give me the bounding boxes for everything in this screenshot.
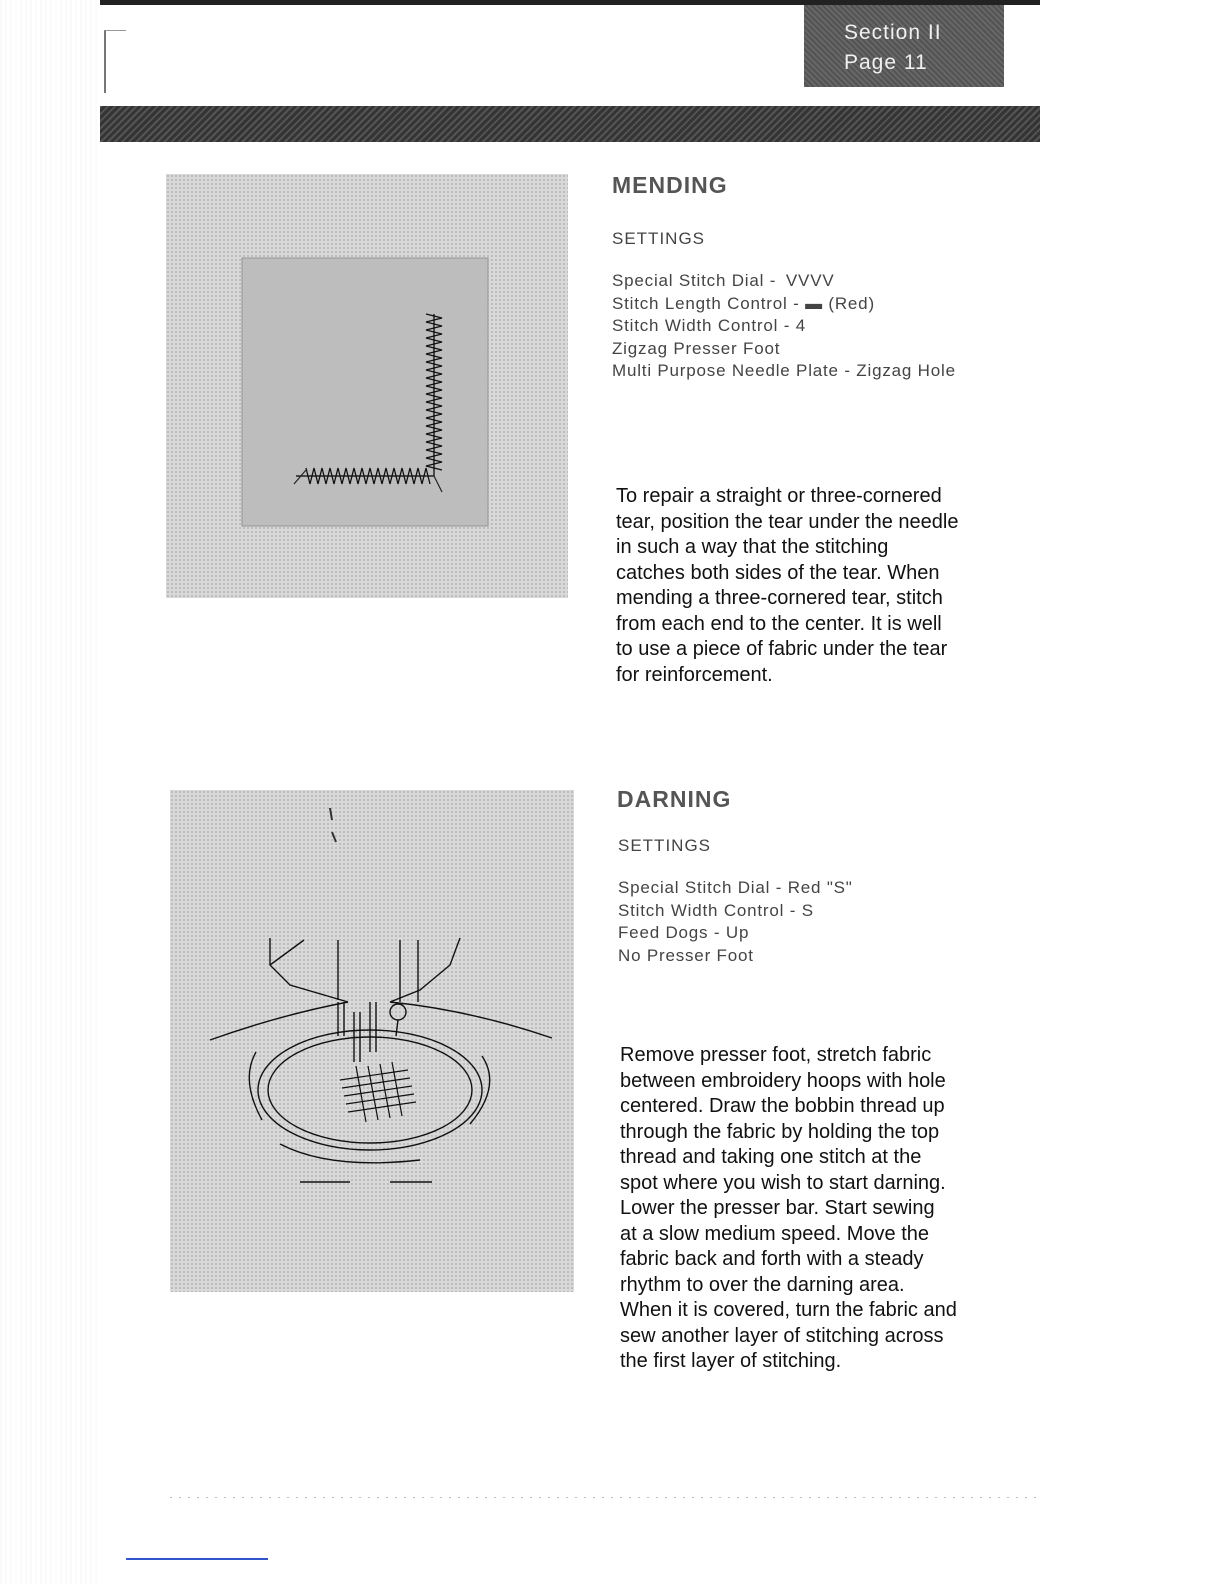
fabric-swatch: [242, 258, 488, 526]
mending-settings-list: [612, 270, 956, 383]
mending-setting: Special Stitch Dial - VVVV: [612, 271, 835, 290]
body-line: Lower the presser bar. Start sewing: [620, 1197, 935, 1219]
machine-head: [270, 940, 418, 1002]
body-line: When it is covered, turn the fabric and: [620, 1299, 957, 1321]
mending-illustration: [166, 174, 568, 598]
body-line: mending a three-cornered tear, stitch: [616, 587, 943, 609]
mending-setting: Stitch Length Control - ▬ (Red): [612, 293, 875, 313]
bottom-rule: [126, 1558, 268, 1560]
darning-body: [620, 1043, 1018, 1375]
body-line: To repair a straight or three-cornered: [616, 485, 942, 507]
mending-setting: Zigzag Presser Foot: [612, 338, 781, 358]
body-line: spot where you wish to start darning.: [620, 1171, 946, 1194]
scan-edge: [0, 0, 100, 1584]
page-label: Page 11: [844, 51, 928, 74]
darning-settings-list: [618, 877, 853, 967]
body-line: in such a way that the stitching: [616, 536, 889, 558]
body-line: to use a piece of fabric under the tear: [616, 638, 948, 660]
body-line: rhythm to over the darning area.: [620, 1273, 905, 1296]
body-line: from each end to the center. It is well: [616, 612, 942, 635]
mending-diagram: [166, 174, 568, 598]
body-line: thread and taking one stitch at the: [620, 1146, 922, 1168]
scan-dotted-line: [170, 1497, 1040, 1498]
darning-setting: Feed Dogs - Up: [618, 923, 750, 942]
body-line: tear, position the tear under the needle: [616, 510, 959, 533]
machine-arm: [270, 938, 460, 1002]
mending-body: [616, 484, 1014, 688]
darning-illustration: [170, 790, 574, 1292]
darning-diagram: [170, 790, 574, 1292]
darning-setting: Special Stitch Dial - Red "S": [618, 878, 853, 897]
body-line: Remove presser foot, stretch fabric: [620, 1044, 932, 1066]
darning-grid: [340, 1062, 416, 1122]
embroidery-hoop-inner: [268, 1037, 472, 1143]
darning-settings-label: SETTINGS: [618, 836, 712, 855]
binder-bracket: [104, 30, 126, 93]
body-line: centered. Draw the bobbin thread up: [620, 1095, 945, 1117]
mending-setting: Multi Purpose Needle Plate - Zigzag Hole: [612, 361, 956, 380]
section-label: Section II: [844, 21, 942, 44]
darning-title: DARNING: [617, 786, 732, 812]
mending-title: MENDING: [612, 172, 728, 198]
body-line: through the fabric by holding the top: [620, 1120, 940, 1143]
header-band: [100, 106, 1040, 142]
darning-setting: Stitch Width Control - S: [618, 900, 814, 920]
body-line: sew another layer of stitching across: [620, 1324, 944, 1347]
body-line: for reinforcement.: [616, 663, 773, 686]
body-line: fabric back and forth with a steady: [620, 1248, 924, 1270]
body-line: the first layer of stitching.: [620, 1350, 842, 1372]
presser-bar: [338, 1002, 376, 1052]
mending-setting: Stitch Width Control - 4: [612, 316, 806, 335]
mending-settings-label: SETTINGS: [612, 229, 706, 248]
fabric-outline: [210, 1002, 552, 1040]
body-line: catches both sides of the tear. When: [616, 561, 940, 584]
darning-setting: No Presser Foot: [618, 945, 754, 965]
section-page-box: [804, 5, 1004, 87]
body-line: between embroidery hoops with hole: [620, 1069, 946, 1092]
body-line: at a slow medium speed. Move the: [620, 1222, 930, 1245]
